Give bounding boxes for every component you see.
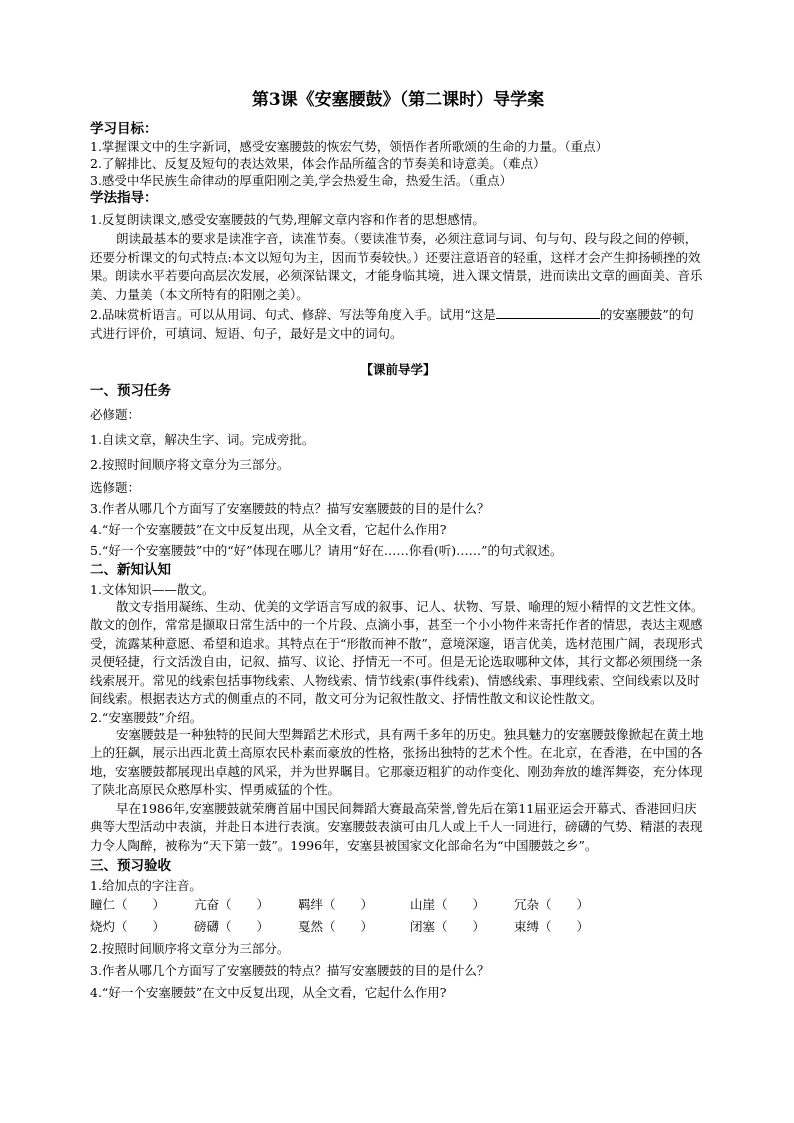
pinyin-item: 戛然（ ）	[298, 919, 374, 934]
check-q1: 1.给加点的字注音。	[90, 878, 202, 893]
pinyin-row-2	[90, 916, 706, 938]
pinyin-item: 闭塞（ ）	[410, 919, 486, 934]
goal-item: 3.感受中华民族生命律动的厚重阳刚之美,学会热爱生命，热爱生活。（重点）	[90, 173, 513, 188]
check-heading: 三、预习验收	[90, 858, 171, 874]
fill-blank	[496, 306, 600, 319]
knowledge-1-text: 散文专指用凝练、生动、优美的文学语言写成的叙事、记人、状物、写景、喻理的短小精悍的文艺性文体。散文的创作，常常是撷取日常生活中的一个片段、点滴小事，甚至一个小小物件来寄托作者的情思，表达主观感受，流露某种意愿、希望和追求。其特点在于“形散而神不散”，意境深邃，语言优美，选材范围广阔，表现形式灵便轻捷，行文活泼自由，记叙、描写、议论、抒情无一不可。但是无论选取哪种文体，其行文都必须围绕一条线索展开。常见的线索包括事物线索、人物线索、情节线索(事件线索)、情感线索、事理线索、空间线索以及时间线索。根据表达方式的侧重点的不同，散文可分为记叙性散文、抒情性散文和议论性散文。	[90, 598, 704, 706]
method-p3	[90, 306, 706, 343]
pinyin-item: 冗杂（ ）	[514, 897, 590, 912]
preview-heading: 一、预习任务	[90, 382, 171, 399]
knowledge-2-title: 2.“安塞腰鼓”介绍。	[90, 709, 203, 725]
pinyin-item: 羁绊（ ）	[298, 897, 374, 912]
method-p3-start: 2.品味赏析语言。可以从用词、句式、修辞、写法等角度入手。试用“这是	[90, 307, 496, 322]
method-p1: 1.反复朗读课文,感受安塞腰鼓的气势,理解文章内容和作者的思想感情。	[90, 212, 485, 227]
optional-item: 4.“好一个安塞腰鼓”在文中反复出现，从全文看，它起什么作用?	[90, 521, 447, 537]
method-p3-end: 的安塞腰鼓”的句式进行评价，可填词、短语、句子，最好是文中的词句。	[90, 307, 694, 341]
method-heading: 学法指导：	[90, 190, 158, 206]
preview-check	[90, 857, 706, 1001]
knowledge-1-title: 1.文体知识——散文。	[90, 581, 215, 597]
section-title: 【课前导学】	[360, 362, 436, 377]
pinyin-item: 山崖（ ）	[410, 897, 486, 912]
goal-item: 2.了解排比、反复及短句的表达效果，体会作品所蕴含的节奏美和诗意美。（难点）	[90, 156, 546, 171]
goal-item: 1.掌握课文中的生字新词，感受安塞腰鼓的恢宏气势，领悟作者所歌颂的生命的力量。（重点）	[90, 139, 609, 154]
check-q4: 4.“好一个安塞腰鼓”在文中反复出现，从全文看，它起什么作用?	[90, 985, 447, 1000]
pinyin-item: 亢奋（ ）	[194, 897, 270, 912]
pinyin-item: 磅礴（ ）	[194, 919, 270, 934]
new-knowledge	[90, 561, 706, 856]
method-guide	[90, 189, 706, 343]
required-label: 必修题：	[90, 406, 141, 422]
optional-item: 3.作者从哪几个方面写了安塞腰鼓的特点？描写安塞腰鼓的目的是什么？	[90, 500, 490, 516]
learning-goals	[90, 120, 706, 189]
knowledge-2-text: 早在1986年,安塞腰鼓就荣膺首届中国民间舞蹈大赛最高荣誉,曾先后在第11届亚运会开幕式、香港回归庆典等大型活动中表演，并赴日本进行表演。安塞腰鼓表演可由几人或上千人一同进行，磅礴的气势、精湛的表现力令人陶醉，被称为“天下第一鼓”。1996年，安塞县被国家文化部命名为“中国腰鼓之乡”。	[90, 800, 703, 853]
required-item: 2.按照时间顺序将文章分为三部分。	[90, 456, 290, 472]
knowledge-2-text: 安塞腰鼓是一种独特的民间大型舞蹈艺术形式，具有两千多年的历史。独具魅力的安塞腰鼓像掀起在黄土地上的狂飙，展示出西北黄土高原农民朴素而豪放的性格，张扬出独特的艺术个性。在北京，在香港，在中国的各地，安塞腰鼓都展现出卓越的风采，并为世界瞩目。它那豪迈粗犷的动作变化、刚劲奔放的雄浑舞姿，充分体现了陕北高原民众憨厚朴实、悍勇威猛的个性。	[90, 726, 704, 797]
pinyin-row-1	[90, 894, 706, 916]
method-p2: 朗读最基本的要求是读准字音，读准节奏。（要读准节奏，必须注意词与词、句与句、段与段之间的停顿，还要分析课文的句式特点:本文以短句为主，因而节奏较快。）还要注意语音的轻重，这样才会产生抑扬顿挫的效果。朗读水平若要向高层次发展，必须深钻课文，才能身临其境，进入课文情景，进而读出文章的画面美、音乐美、力量美（本文所特有的阳刚之美）。	[90, 231, 703, 302]
optional-label: 选修题：	[90, 479, 141, 495]
preview-tasks	[90, 382, 706, 559]
goals-heading: 学习目标：	[90, 121, 158, 137]
pinyin-item: 束缚（ ）	[514, 919, 590, 934]
pinyin-item: 瞳仁（ ）	[90, 897, 166, 912]
page-title: 第3课《安塞腰鼓》（第二课时）导学案	[251, 90, 545, 110]
check-q2: 2.按照时间顺序将文章分为三部分。	[90, 941, 290, 956]
new-knowledge-heading: 二、新知认知	[90, 561, 171, 578]
check-q3: 3.作者从哪几个方面写了安塞腰鼓的特点？描写安塞腰鼓的目的是什么？	[90, 963, 490, 978]
optional-item: 5.“好一个安塞腰鼓”中的“好”体现在哪儿？请用“好在……你看(听)……”的句式叙述。	[90, 542, 563, 558]
pinyin-item: 烧灼（ ）	[90, 919, 166, 934]
required-item: 1.自读文章，解决生字、词。完成旁批。	[90, 431, 315, 447]
